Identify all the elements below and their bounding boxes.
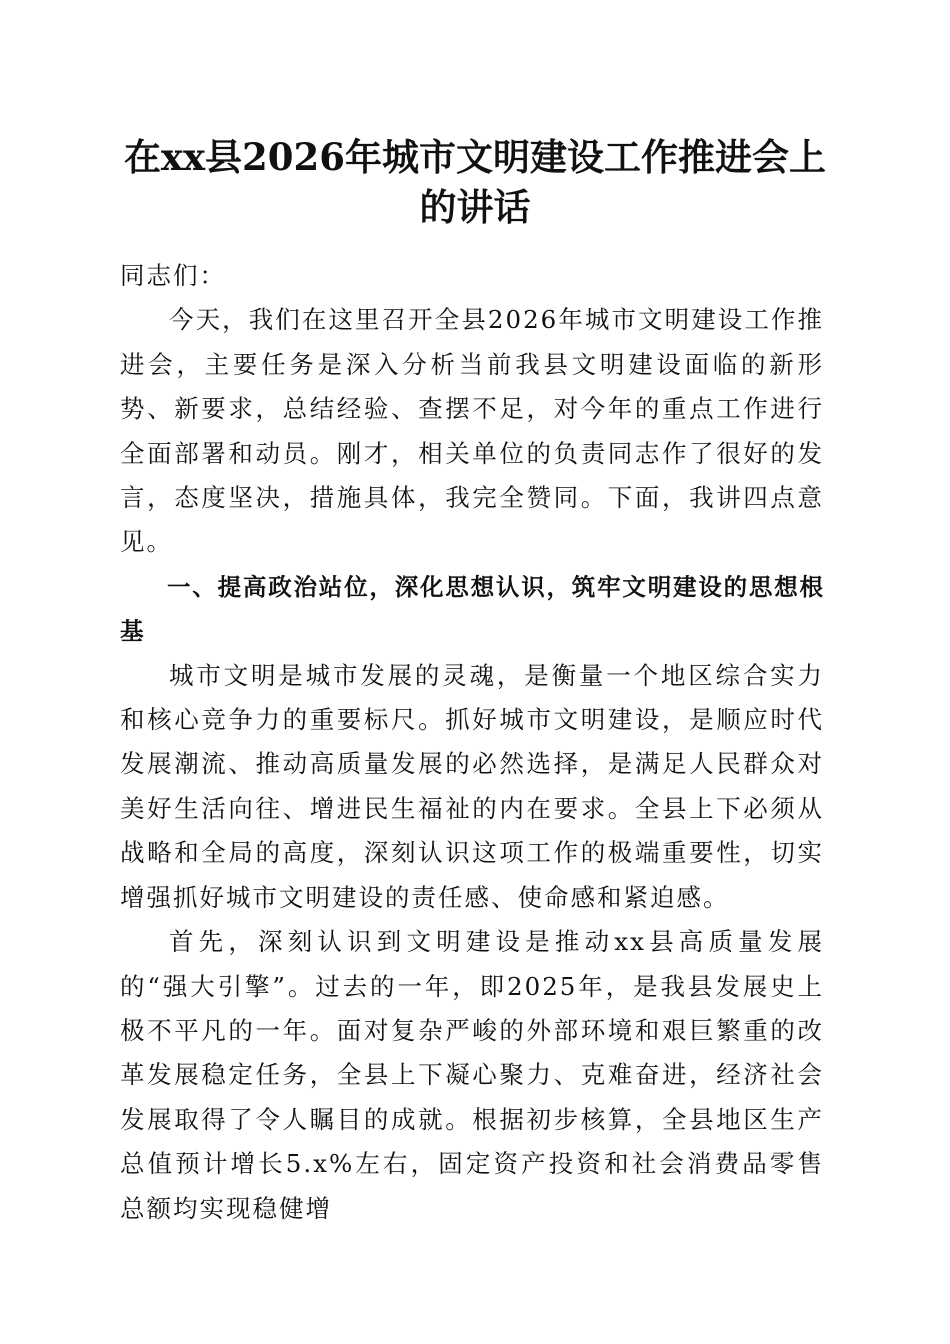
document-body (120, 254, 824, 1231)
paragraph-section-1-intro: 城市文明是城市发展的灵魂，是衡量一个地区综合实力和核心竞争力的重要标尺。抓好城市文明建设，是顺应时代发展潮流、推动高质量发展的必然选择，是满足人民群众对美好生活向往、增进民生福祉的内在要求。全县上下必须从战略和全局的高度，深刻认识这项工作的极端重要性，切实增强抓好城市文明建设的责任感、使命感和紧迫感。 (120, 660, 824, 912)
document-title: 在xx县2026年城市文明建设工作推进会上的讲话 (123, 135, 827, 229)
salutation: 同志们： (120, 261, 226, 290)
paragraph-section-1-first-point: 首先，深刻认识到文明建设是推动xx县高质量发展的“强大引擎”。过去的一年，即2025年，是我县发展史上极不平凡的一年。面对复杂严峻的外部环境和艰巨繁重的改革发展稳定任务，全县上下凝心聚力、克难奋进，经济社会发展取得了令人瞩目的成就。根据初步核算，全县地区生产总值预计增长5.x%左右，固定资产投资和社会消费品零售总额均实现稳健增 (120, 927, 824, 1223)
section-heading-1: 一、提高政治站位，深化思想认识，筑牢文明建设的思想根基 (120, 572, 824, 646)
paragraph-opening: 今天，我们在这里召开全县2026年城市文明建设工作推进会，主要任务是深入分析当前我县文明建设面临的新形势、新要求，总结经验、查摆不足，对今年的重点工作进行全面部署和动员。刚才，相关单位的负责同志作了很好的发言，态度坚决，措施具体，我完全赞同。下面，我讲四点意见。 (120, 305, 824, 557)
